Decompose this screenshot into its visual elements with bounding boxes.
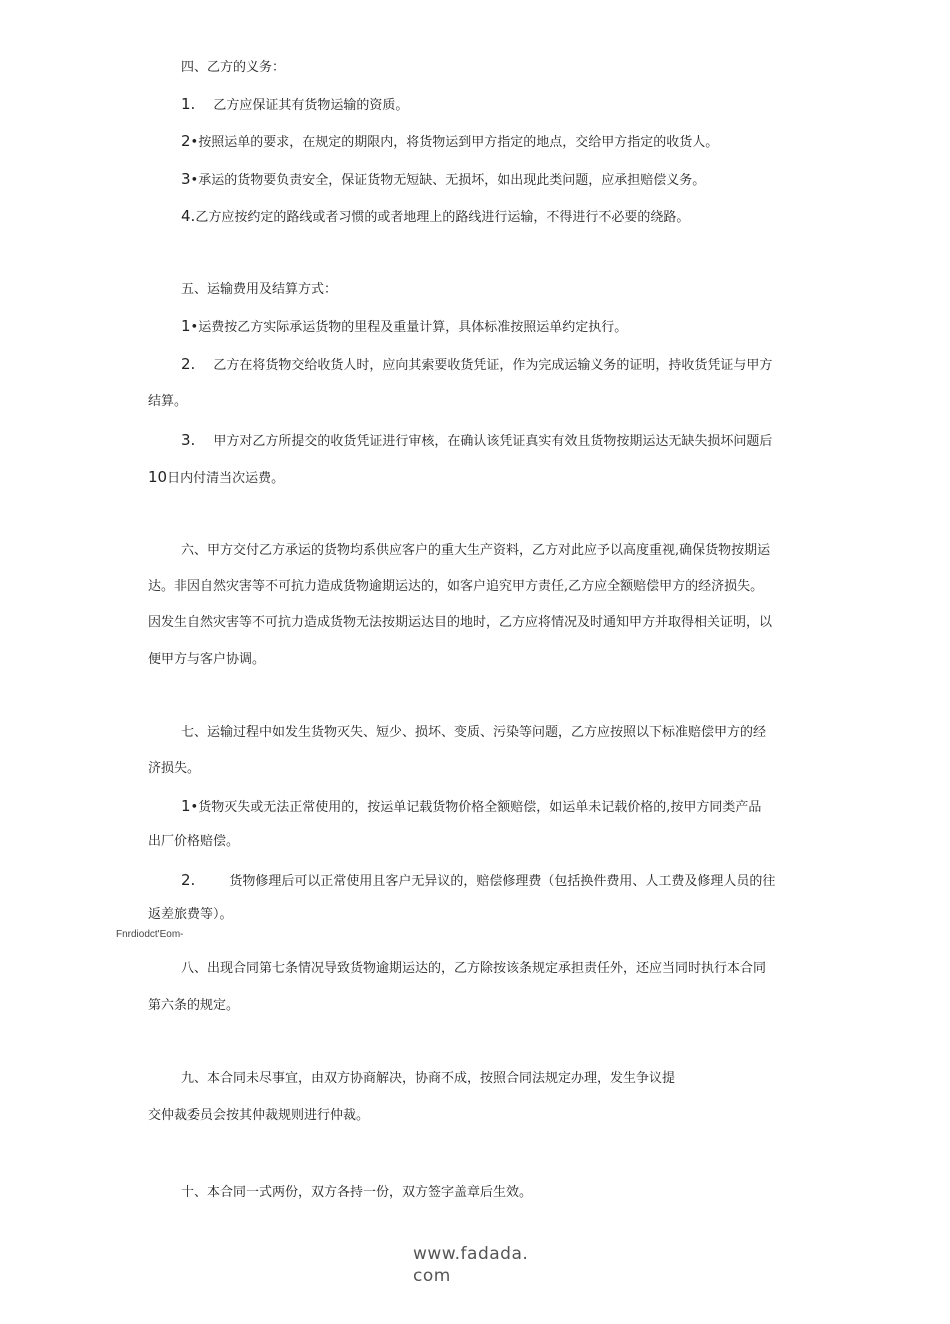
s7-item-2-number: 2. bbox=[181, 871, 196, 889]
s5-item-3-cont bbox=[148, 467, 284, 489]
s5-item-1-number: 1 bbox=[181, 317, 191, 335]
s6-line-4: 便甲方与客户协调。 bbox=[148, 652, 266, 667]
s6-line-1: 六、甲方交付乙方承运的货物均系供应客户的重大生产资料，乙方对此应予以高度重视,确保货物按期运 bbox=[181, 543, 771, 558]
s5-item-3-text: 甲方对乙方所提交的收货凭证进行审核，在确认该凭证真实有效且货物按期运达无缺失损坏问题后 bbox=[213, 434, 773, 449]
s5-item-2 bbox=[181, 354, 772, 376]
watermark-line-1: www.fadada. bbox=[413, 1244, 529, 1264]
s4-item-4-text: 乙方应按约定的路线或者习惯的或者地理上的路线进行运输，不得进行不必要的绕路。 bbox=[195, 210, 690, 225]
s10-line-1: 十、本合同一式两份，双方各持一份，双方签字盖章后生效。 bbox=[181, 1185, 533, 1200]
s4-item-4 bbox=[181, 206, 689, 228]
s8-line-2: 第六条的规定。 bbox=[148, 998, 240, 1013]
s5-item-2-number: 2. bbox=[181, 355, 196, 373]
s7-item-2 bbox=[181, 870, 775, 892]
section-5-title: 五、运输费用及结算方式： bbox=[181, 282, 338, 297]
s4-item-2-text: •按照运单的要求，在规定的期限内，将货物运到甲方指定的地点，交给甲方指定的收货人。 bbox=[190, 135, 719, 150]
s6-line-2: 达。非因自然灾害等不可抗力造成货物逾期运达的，如客户追究甲方责任,乙方应全额赔偿甲方的经济损失。 bbox=[148, 579, 764, 594]
s4-item-3-number: 3 bbox=[181, 170, 191, 188]
s5-item-3-cont-number: 10 bbox=[148, 468, 168, 486]
s5-item-1 bbox=[181, 316, 627, 338]
s5-item-2-text: 乙方在将货物交给收货人时，应向其索要收货凭证，作为完成运输义务的证明，持收货凭证与甲方 bbox=[213, 358, 773, 373]
s6-line-3: 因发生自然灾害等不可抗力造成货物无法按期运达目的地时，乙方应将情况及时通知甲方并取得相关证明，以 bbox=[148, 615, 773, 630]
s7-item-1-cont: 出厂价格赔偿。 bbox=[148, 834, 240, 849]
s5-item-2-cont: 结算。 bbox=[148, 394, 188, 409]
s7-line-2: 济损失。 bbox=[148, 761, 201, 776]
s8-line-1: 八、出现合同第七条情况导致货物逾期运达的，乙方除按该条规定承担责任外，还应当同时执行本合同 bbox=[181, 961, 767, 976]
s7-item-2-cont: 返差旅费等）。 bbox=[148, 907, 233, 922]
s4-item-2 bbox=[181, 131, 718, 153]
watermark-line-2: com bbox=[413, 1266, 451, 1286]
s7-item-1-text: •货物灭失或无法正常使用的，按运单记载货物价格全额赔偿，如运单未记载价格的,按甲方同类产品 bbox=[190, 800, 762, 815]
s5-item-1-text: •运费按乙方实际承运货物的里程及重量计算，具体标准按照运单约定执行。 bbox=[190, 320, 628, 335]
s9-line-1: 九、本合同未尽事宜，由双方协商解决，协商不成，按照合同法规定办理，发生争议提 bbox=[181, 1071, 676, 1086]
s4-item-1-number: 1. bbox=[181, 95, 196, 113]
s5-item-3-number: 3. bbox=[181, 431, 196, 449]
s4-item-2-number: 2 bbox=[181, 132, 191, 150]
s5-item-3 bbox=[181, 430, 772, 452]
s7-item-1-number: 1 bbox=[181, 797, 191, 815]
section-4-title: 四、乙方的义务： bbox=[181, 60, 286, 75]
s7-item-1 bbox=[181, 796, 761, 818]
s4-item-4-number: 4. bbox=[181, 207, 196, 225]
s4-item-1 bbox=[181, 94, 408, 116]
s9-line-2: 交仲裁委员会按其仲裁规则进行仲裁。 bbox=[148, 1108, 370, 1123]
s5-item-3-cont-text: 日内付清当次运费。 bbox=[167, 471, 285, 486]
s4-item-3 bbox=[181, 169, 705, 191]
s4-item-1-text: 乙方应保证其有货物运输的资质。 bbox=[213, 98, 409, 113]
footnote-mark: Fnrdiodct'Eom- bbox=[116, 929, 184, 940]
s4-item-3-text: •承运的货物要负责安全，保证货物无短缺、无损坏，如出现此类问题，应承担赔偿义务。 bbox=[190, 173, 706, 188]
s7-line-1: 七、运输过程中如发生货物灭失、短少、损坏、变质、污染等问题，乙方应按照以下标准赔偿甲方的经 bbox=[181, 725, 767, 740]
s7-item-2-text: 货物修理后可以正常使用且客户无异议的，赔偿修理费（包括换件费用、人工费及修理人员的往 bbox=[229, 874, 776, 889]
